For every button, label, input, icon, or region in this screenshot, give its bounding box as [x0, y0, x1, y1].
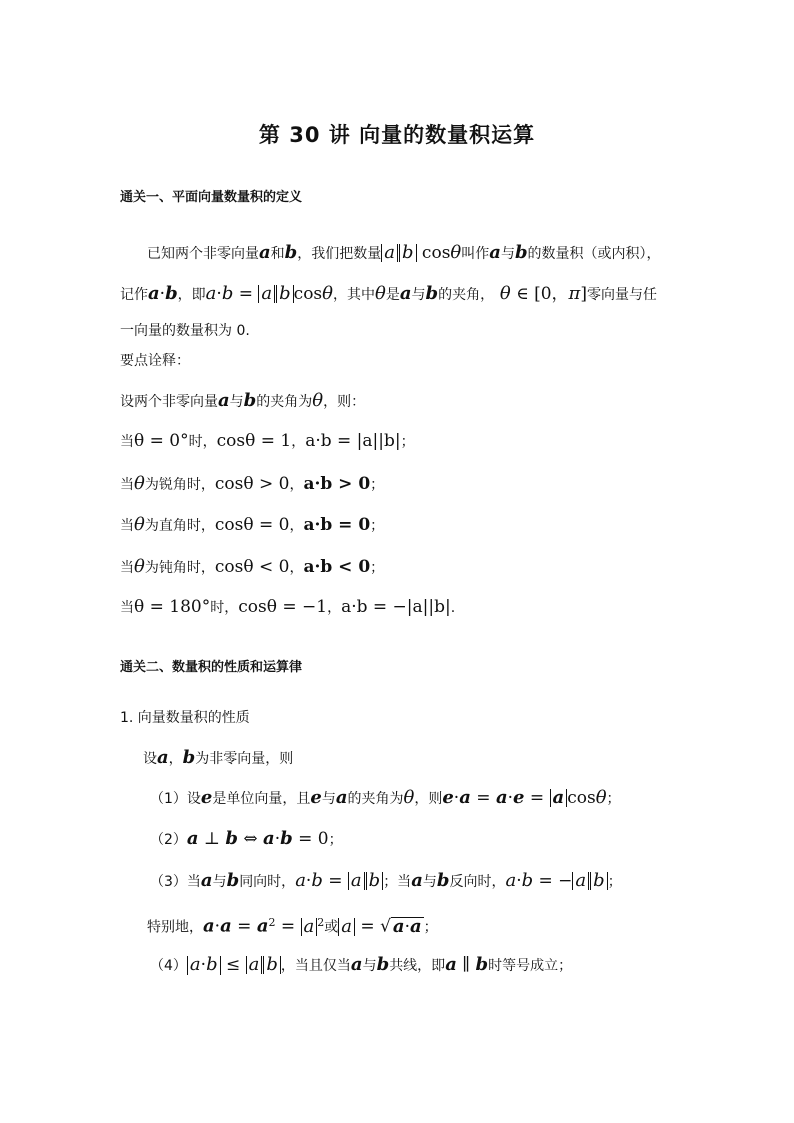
page-title: 第 30 讲 向量的数量积运算	[258, 123, 536, 147]
property-1: （1）设e是单位向量，且e与a的夹角为θ，则e·a = a·e = a cosθ；	[150, 787, 621, 808]
property-4: （4） a·b ≤ a b ，当且仅当a与b共线，即a ∥ b时等号成立；	[150, 954, 573, 975]
case-zero: 当θ = 0°时，cosθ = 1，a·b = |a||b|；	[120, 431, 415, 451]
property-3: （3）当a与b同向时，a·b = a b ；当a与b反向时，a·b = − a b ；	[150, 870, 622, 891]
definition-line-1: 已知两个非零向量a和b，我们把数量 a b cosθ叫作a与b的数量积（或内积），	[147, 242, 661, 263]
case-straight: 当θ = 180°时，cosθ = −1，a·b = −|a||b|.	[120, 597, 456, 617]
property-2: （2）a ⊥ b ⇔ a·b = 0；	[150, 828, 343, 849]
notes-heading: 要点诠释：	[120, 353, 190, 369]
case-acute: 当θ为锐角时，cosθ > 0，a·b > 0；	[120, 473, 385, 494]
special-case: 特别地，$a\cdot a = a^2 = a$ $^2$或 a = √ a·a ；	[147, 915, 438, 937]
definition-line-2: 记作a·b，即a·b = a b cosθ，其中θ是a与b的夹角， θ ∈ [0，π]零向量与任	[120, 283, 657, 304]
case-obtuse: 当θ为钝角时，cosθ < 0，a·b < 0；	[120, 556, 385, 577]
let-vectors: 设a，b为非零向量，则	[143, 747, 294, 768]
notes-intro: 设两个非零向量a与b的夹角为θ，则：	[120, 390, 366, 411]
list-item-properties: 1. 向量数量积的性质	[120, 710, 250, 726]
section-heading-2: 通关二、数量积的性质和运算律	[120, 660, 303, 675]
case-right: 当θ为直角时，cosθ = 0，a·b = 0；	[120, 514, 385, 535]
section-heading-1: 通关一、平面向量数量积的定义	[120, 190, 303, 205]
definition-line-3: 一向量的数量积为 0.	[120, 323, 250, 339]
